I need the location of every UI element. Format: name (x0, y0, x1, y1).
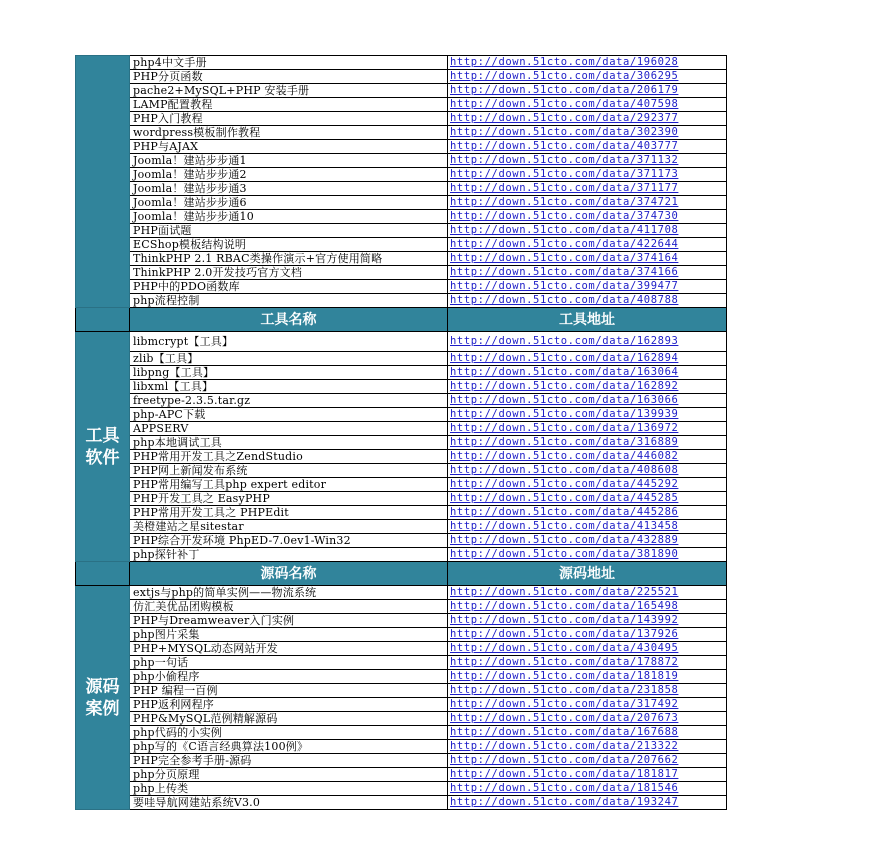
table-row (76, 394, 727, 408)
resource-link[interactable]: http://down.51cto.com/data/317492 (448, 698, 727, 712)
resource-name-cell: php小偷程序 (130, 670, 448, 684)
resource-link[interactable]: http://down.51cto.com/data/162893 (448, 332, 727, 352)
resource-link[interactable]: http://down.51cto.com/data/225521 (448, 586, 727, 600)
resource-name-cell: APPSERV (130, 422, 448, 436)
table-row (76, 98, 727, 112)
table-row (76, 182, 727, 196)
table-row (76, 380, 727, 394)
table-row (76, 586, 727, 600)
table-row (76, 366, 727, 380)
table-row (76, 614, 727, 628)
table-row (76, 224, 727, 238)
resource-link[interactable]: http://down.51cto.com/data/137926 (448, 628, 727, 642)
resource-table (75, 55, 726, 810)
resource-name-cell: php-APC下载 (130, 408, 448, 422)
resource-link[interactable]: http://down.51cto.com/data/292377 (448, 112, 727, 126)
resource-link[interactable]: http://down.51cto.com/data/422644 (448, 238, 727, 252)
table-row (76, 70, 727, 84)
resource-name-cell: ThinkPHP 2.0开发技巧官方文档 (130, 266, 448, 280)
resource-name-cell: PHP常用开发工具之 PHPEdit (130, 506, 448, 520)
resource-name-cell: libpng【工具】 (130, 366, 448, 380)
resource-name-cell: Joomla！建站步步通1 (130, 154, 448, 168)
header-url-cell: 工具地址 (448, 308, 727, 332)
table-row (76, 210, 727, 224)
resource-link[interactable]: http://down.51cto.com/data/316889 (448, 436, 727, 450)
resource-name-cell: Joomla！建站步步通10 (130, 210, 448, 224)
resource-link[interactable]: http://down.51cto.com/data/178872 (448, 656, 727, 670)
resource-name-cell: php图片采集 (130, 628, 448, 642)
table-row (76, 534, 727, 548)
resource-name-cell: php一句话 (130, 656, 448, 670)
resource-name-cell: PHP返利网程序 (130, 698, 448, 712)
header-side-cell (76, 562, 130, 586)
table-row (76, 740, 727, 754)
resource-link[interactable]: http://down.51cto.com/data/374164 (448, 252, 727, 266)
resource-name-cell: pache2+MySQL+PHP 安装手册 (130, 84, 448, 98)
table-row (76, 726, 727, 740)
resource-name-cell: php流程控制 (130, 294, 448, 308)
resource-name-cell: php4中文手册 (130, 56, 448, 70)
resource-link[interactable]: http://down.51cto.com/data/408788 (448, 294, 727, 308)
resource-link[interactable]: http://down.51cto.com/data/432889 (448, 534, 727, 548)
table-row (76, 712, 727, 726)
resource-link[interactable]: http://down.51cto.com/data/231858 (448, 684, 727, 698)
table-row (76, 332, 727, 352)
resource-link[interactable]: http://down.51cto.com/data/371173 (448, 168, 727, 182)
table-row (76, 238, 727, 252)
resource-link[interactable]: http://down.51cto.com/data/207673 (448, 712, 727, 726)
table-row (76, 796, 727, 810)
table-row (76, 656, 727, 670)
resource-name-cell: PHP面试题 (130, 224, 448, 238)
resource-name-cell: php代码的小实例 (130, 726, 448, 740)
resource-name-cell: 要哇导航网建站系统V3.0 (130, 796, 448, 810)
resource-link[interactable]: http://down.51cto.com/data/413458 (448, 520, 727, 534)
table-row (76, 126, 727, 140)
resource-name-cell: php探针补丁 (130, 548, 448, 562)
resource-link[interactable]: http://down.51cto.com/data/445286 (448, 506, 727, 520)
table-row (76, 684, 727, 698)
resource-link[interactable]: http://down.51cto.com/data/136972 (448, 422, 727, 436)
resource-link[interactable]: http://down.51cto.com/data/143992 (448, 614, 727, 628)
table-row (76, 520, 727, 534)
table-row (76, 294, 727, 308)
table-row (76, 280, 727, 294)
resource-link[interactable]: http://down.51cto.com/data/196028 (448, 56, 727, 70)
table-row (76, 754, 727, 768)
header-url-cell: 源码地址 (448, 562, 727, 586)
resource-link[interactable]: http://down.51cto.com/data/306295 (448, 70, 727, 84)
table-row (76, 492, 727, 506)
table-body (76, 56, 727, 810)
table-row (76, 600, 727, 614)
resource-name-cell: Joomla！建站步步通2 (130, 168, 448, 182)
resource-link[interactable]: http://down.51cto.com/data/446082 (448, 450, 727, 464)
resource-link[interactable]: http://down.51cto.com/data/165498 (448, 600, 727, 614)
table-row (76, 450, 727, 464)
table-row (76, 642, 727, 656)
resource-name-cell: 仿汇美优品团购模板 (130, 600, 448, 614)
resource-name-cell: PHP常用编写工具php expert editor (130, 478, 448, 492)
header-name-cell: 工具名称 (130, 308, 448, 332)
table-row (76, 196, 727, 210)
resource-link[interactable]: http://down.51cto.com/data/207662 (448, 754, 727, 768)
resource-link[interactable]: http://down.51cto.com/data/445292 (448, 478, 727, 492)
resource-name-cell: php本地调试工具 (130, 436, 448, 450)
resource-link[interactable]: http://down.51cto.com/data/371177 (448, 182, 727, 196)
resource-link[interactable]: http://down.51cto.com/data/371132 (448, 154, 727, 168)
resource-name-cell: extjs与php的简单实例——物流系统 (130, 586, 448, 600)
resource-name-cell: Joomla！建站步步通3 (130, 182, 448, 196)
table-row (76, 464, 727, 478)
resource-link[interactable]: http://down.51cto.com/data/206179 (448, 84, 727, 98)
resource-name-cell: PHP 编程一百例 (130, 684, 448, 698)
table-row (76, 84, 727, 98)
table-row (76, 436, 727, 450)
table-row (76, 628, 727, 642)
resource-name-cell: Joomla！建站步步通6 (130, 196, 448, 210)
resource-name-cell: php上传类 (130, 782, 448, 796)
table-row (76, 548, 727, 562)
section-label-cell (76, 56, 130, 308)
resource-name-cell: php分页原理 (130, 768, 448, 782)
section-label-cell: 源码案例 (76, 586, 130, 810)
resource-link[interactable]: http://down.51cto.com/data/381890 (448, 548, 727, 562)
resource-name-cell: ECShop模板结构说明 (130, 238, 448, 252)
table-row (76, 506, 727, 520)
resource-link[interactable]: http://down.51cto.com/data/139939 (448, 408, 727, 422)
resource-link[interactable]: http://down.51cto.com/data/407598 (448, 98, 727, 112)
table-row (76, 698, 727, 712)
table-row (76, 154, 727, 168)
resource-link[interactable]: http://down.51cto.com/data/408608 (448, 464, 727, 478)
header-side-cell (76, 308, 130, 332)
resource-link[interactable]: http://down.51cto.com/data/302390 (448, 126, 727, 140)
resource-name-cell: 美橙建站之星sitestar (130, 520, 448, 534)
resource-link[interactable]: http://down.51cto.com/data/181819 (448, 670, 727, 684)
table-row (76, 670, 727, 684)
resource-link[interactable]: http://down.51cto.com/data/403777 (448, 140, 727, 154)
resource-link[interactable]: http://down.51cto.com/data/181817 (448, 768, 727, 782)
resource-name-cell: PHP常用开发工具之ZendStudio (130, 450, 448, 464)
resource-link[interactable]: http://down.51cto.com/data/181546 (448, 782, 727, 796)
table-row (76, 478, 727, 492)
resource-link[interactable]: http://down.51cto.com/data/167688 (448, 726, 727, 740)
section-label-cell: 工具软件 (76, 332, 130, 562)
resource-link[interactable]: http://down.51cto.com/data/374721 (448, 196, 727, 210)
resource-name-cell: PHP分页函数 (130, 70, 448, 84)
resource-name-cell: libmcrypt【工具】 (130, 332, 448, 352)
resource-name-cell: PHP+MYSQL动态网站开发 (130, 642, 448, 656)
resource-link[interactable]: http://down.51cto.com/data/374730 (448, 210, 727, 224)
resource-name-cell: ThinkPHP 2.1 RBAC类操作演示+官方使用简略 (130, 252, 448, 266)
resource-link[interactable]: http://down.51cto.com/data/163064 (448, 366, 727, 380)
table-row (76, 56, 727, 70)
section-header-row (76, 562, 727, 586)
header-name-cell: 源码名称 (130, 562, 448, 586)
table-row (76, 422, 727, 436)
resource-name-cell: PHP中的PDO函数库 (130, 280, 448, 294)
resource-link[interactable]: http://down.51cto.com/data/399477 (448, 280, 727, 294)
resource-name-cell: libxml【工具】 (130, 380, 448, 394)
resource-name-cell: PHP开发工具之 EasyPHP (130, 492, 448, 506)
table-row (76, 352, 727, 366)
resource-link[interactable]: http://down.51cto.com/data/162892 (448, 380, 727, 394)
resource-name-cell: PHP完全参考手册-源码 (130, 754, 448, 768)
resource-name-cell: PHP与AJAX (130, 140, 448, 154)
resource-link[interactable]: http://down.51cto.com/data/445285 (448, 492, 727, 506)
resource-name-cell: PHP与Dreamweaver入门实例 (130, 614, 448, 628)
resource-name-cell: PHP入门教程 (130, 112, 448, 126)
resource-name-cell: PHP&MySQL范例精解源码 (130, 712, 448, 726)
resource-link[interactable]: http://down.51cto.com/data/411708 (448, 224, 727, 238)
table-row (76, 252, 727, 266)
resource-name-cell: php写的《C语言经典算法100例》 (130, 740, 448, 754)
resource-name-cell: zlib【工具】 (130, 352, 448, 366)
table-row (76, 408, 727, 422)
resource-link[interactable]: http://down.51cto.com/data/213322 (448, 740, 727, 754)
resource-name-cell: freetype-2.3.5.tar.gz (130, 394, 448, 408)
table-row (76, 112, 727, 126)
table-row (76, 768, 727, 782)
resource-link[interactable]: http://down.51cto.com/data/374166 (448, 266, 727, 280)
section-header-row (76, 308, 727, 332)
table-row (76, 140, 727, 154)
table-row (76, 266, 727, 280)
resource-link[interactable]: http://down.51cto.com/data/193247 (448, 796, 727, 810)
resource-link[interactable]: http://down.51cto.com/data/430495 (448, 642, 727, 656)
table-row (76, 168, 727, 182)
resource-name-cell: PHP综合开发环境 PhpED-7.0ev1-Win32 (130, 534, 448, 548)
table-row (76, 782, 727, 796)
resource-name-cell: wordpress模板制作教程 (130, 126, 448, 140)
spreadsheet-table (75, 55, 727, 810)
resource-link[interactable]: http://down.51cto.com/data/163066 (448, 394, 727, 408)
resource-name-cell: LAMP配置教程 (130, 98, 448, 112)
resource-name-cell: PHP网上新闻发布系统 (130, 464, 448, 478)
resource-link[interactable]: http://down.51cto.com/data/162894 (448, 352, 727, 366)
